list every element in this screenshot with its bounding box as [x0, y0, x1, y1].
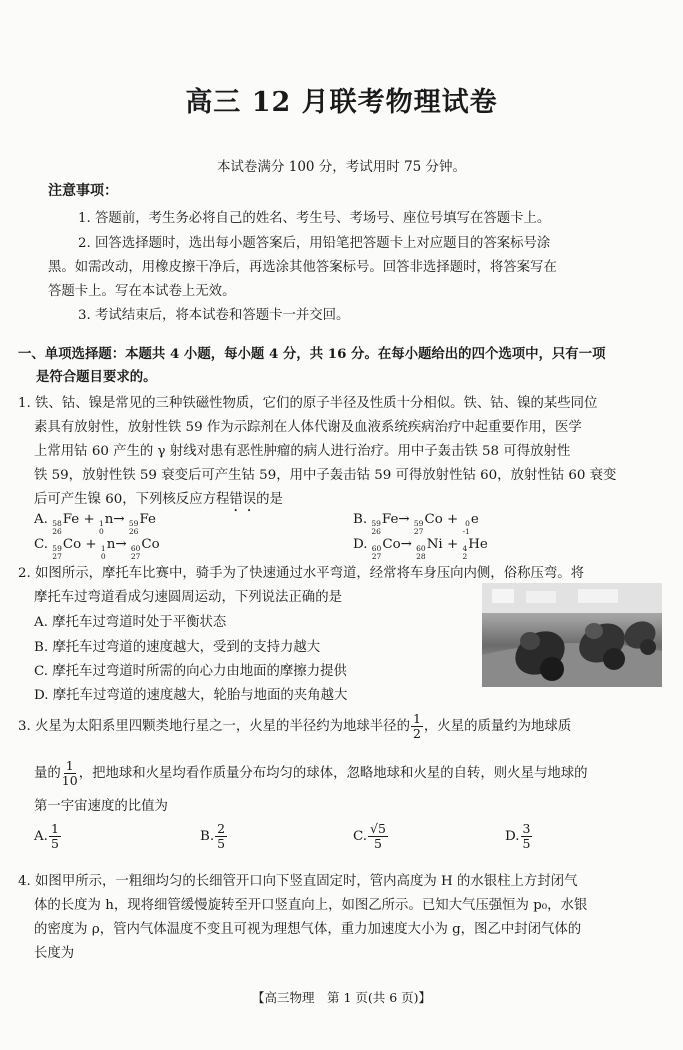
q1-emphasis: 错误: [229, 492, 257, 507]
section-heading: 一、单项选择题：本题共 4 小题，每小题 4 分，共 16 分。在每小题给出的四个选项中，只有一项: [18, 346, 606, 362]
q3-line: 量的 $\frac{1}{10}$ ，把地球和火星均看作质量分布均匀的球体，忽略地球和火星的自转，则火星与地球的: [34, 758, 588, 788]
q4-line: 的密度为 ρ，管内气体温度不变且可视为理想气体，重力加速度大小为 g，图乙中封闭气体的: [34, 922, 582, 937]
q1-option-b: B. 59 26 Fe→ 59 27 Co + 0 -1 e: [353, 512, 479, 536]
q2-option-c: C. 摩托车过弯道时所需的向心力由地面的摩擦力提供: [34, 664, 347, 679]
q3-option-a: A. $\frac{1}{5}$: [34, 821, 59, 851]
fraction: $\frac{1}{10}$: [61, 758, 78, 788]
exam-meta: 本试卷满分 100 分，考试用时 75 分钟。: [216, 159, 467, 175]
q2-line: 2. 如图所示，摩托车比赛中，骑手为了快速通过水平弯道，经常将车身压向内侧，俗称压弯。将: [18, 566, 585, 581]
q3-option-b: B. $\frac{2}{5}$: [200, 821, 226, 851]
q3-option-c: C. $\frac{√5}{5}$: [353, 821, 386, 851]
q1-line: 素具有放射性，放射性铁 59 作为示踪剂在人体代谢及血液系统疾病治疗中起重要作用，医学: [34, 420, 582, 435]
q1-line: 铁 59，放射性铁 59 衰变后可产生钴 59，用中子轰击钴 59 可得放射性钴 60，放射性钴 60 衰变: [34, 468, 617, 483]
note-2-cont: 黑。如需改动，用橡皮擦干净后，再选涂其他答案标号。回答非选择题时，将答案写在: [48, 260, 557, 275]
note-2-end: 答题卡上。写在本试卷上无效。: [48, 284, 236, 299]
page-title: 高三 12 月联考物理试卷: [185, 87, 498, 118]
q4-line: 体的长度为 h，现将细管缓慢旋转至开口竖直向上，如图乙所示。已知大气压强恒为 p₀，水银: [34, 898, 588, 913]
section-heading-cont: 是符合题目要求的。: [36, 369, 157, 385]
fraction: $\frac{1}{2}$: [412, 711, 421, 741]
q3-line: 第一宇宙速度的比值为: [34, 799, 168, 814]
q4-line: 4. 如图甲所示，一粗细均匀的长细管开口向下竖直固定时，管内高度为 H 的水银柱上方封闭气: [18, 874, 578, 889]
note-3: 3. 考试结束后，将本试卷和答题卡一并交回。: [78, 308, 350, 323]
q2-option-b: B. 摩托车过弯道的速度越大，受到的支持力越大: [34, 640, 321, 655]
q2-line: 摩托车过弯道看成匀速圆周运动，下列说法正确的是: [34, 590, 342, 605]
q4-line: 长度为: [34, 946, 75, 961]
q2-option-a: A. 摩托车过弯道时处于平衡状态: [34, 615, 227, 630]
q2-option-d: D. 摩托车过弯道的速度越大，轮胎与地面的夹角越大: [34, 688, 348, 703]
q1-option-d: D. 60 27 Co→ 60 28 Ni + 4 2 He: [353, 537, 488, 561]
q3-line: 3. 火星为太阳系里四颗类地行星之一，火星的半径约为地球半径的 $\frac{1}{2}$ ，火星的质量约为地球质: [18, 711, 572, 741]
q1-line: 后可产生镍 60，下列核反应方程错误的是: [34, 492, 283, 507]
notes-heading: 注意事项：: [48, 183, 118, 199]
q1-line: 上常用钴 60 产生的 γ 射线对患有恶性肿瘤的病人进行治疗。用中子轰击铁 58 可得放射性: [34, 444, 571, 459]
motorcycle-photo: [482, 583, 662, 687]
q3-option-d: D. $\frac{3}{5}$: [505, 821, 531, 851]
motorcycle-illustration: [482, 583, 662, 687]
note-1: 1. 答题前，考生务必将自己的姓名、考生号、考场号、座位号填写在答题卡上。: [78, 211, 551, 226]
page-footer: 【高三物理 第 1 页(共 6 页)】: [251, 990, 432, 1005]
q1-option-c: C. 59 27 Co + 1 0 n→ 60 27 Co: [34, 537, 160, 561]
q1-option-a: A. 58 26 Fe + 1 0 n→ 59 26 Fe: [34, 512, 156, 536]
q1-line: 1. 铁、钴、镍是常见的三种铁磁性物质，它们的原子半径及性质十分相似。铁、钴、镍的某些同位: [18, 396, 598, 411]
note-2: 2. 回答选择题时，选出每小题答案后，用铅笔把答题卡上对应题目的答案标号涂: [78, 236, 551, 251]
